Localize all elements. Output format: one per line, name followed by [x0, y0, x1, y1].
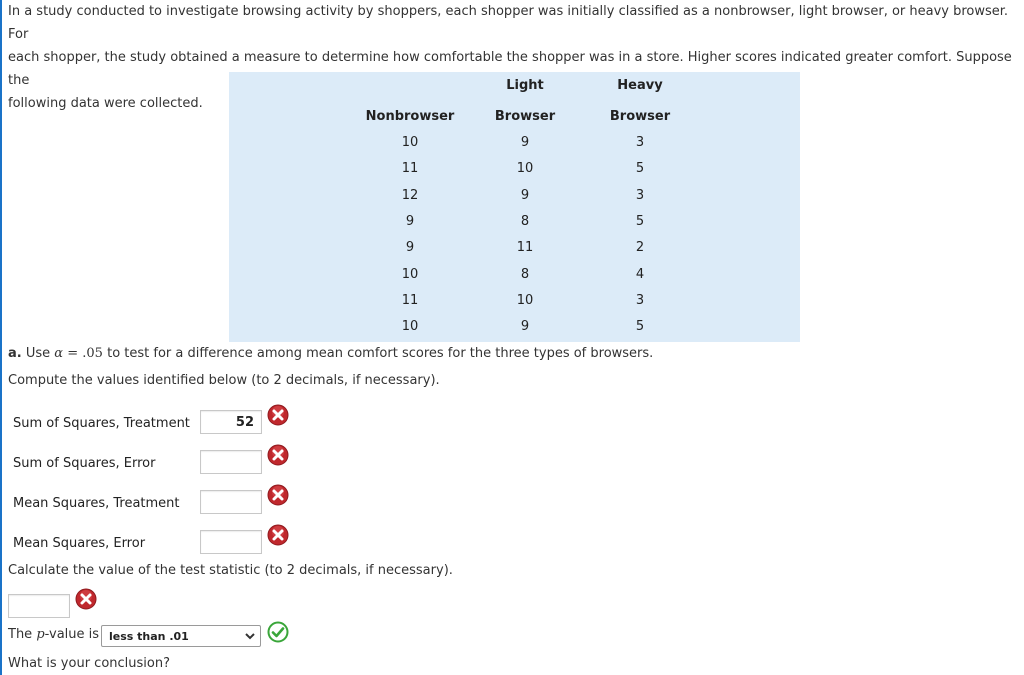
ms-error-label: Mean Squares, Error — [13, 536, 146, 551]
incorrect-icon — [267, 444, 289, 466]
table-cell-nonbrowser: 10 — [401, 319, 419, 335]
table-cell-heavy-browser: 4 — [635, 266, 645, 282]
table-cell-heavy-browser: 3 — [635, 187, 645, 203]
table-cell-nonbrowser: 11 — [401, 292, 419, 308]
table-cell-nonbrowser: 9 — [405, 240, 415, 256]
p-value-selected: less than .01 — [109, 630, 189, 643]
alpha-value: .05 — [82, 346, 103, 361]
ss-error-label: Sum of Squares, Error — [13, 456, 156, 471]
table-cell-heavy-browser: 5 — [635, 319, 645, 335]
ms-error-input[interactable] — [200, 530, 262, 554]
table-cell-heavy-browser: 3 — [635, 135, 645, 150]
table-cell-heavy-browser: 5 — [635, 213, 645, 229]
table-cell-light-browser: 11 — [516, 240, 534, 256]
table-cell-heavy-browser: 2 — [635, 240, 645, 256]
ss-treatment-input[interactable]: 52 — [200, 410, 262, 434]
table-cell-light-browser: 10 — [516, 292, 534, 308]
data-table — [229, 72, 800, 342]
incorrect-icon — [267, 524, 289, 546]
column-header-nonbrowser: Nonbrowser — [365, 109, 455, 124]
equals-sign: = — [67, 346, 79, 361]
table-cell-heavy-browser: 3 — [635, 292, 645, 308]
p-value-label — [8, 627, 99, 642]
column-header-light: Light — [506, 78, 544, 93]
table-cell-nonbrowser: 10 — [401, 135, 419, 150]
table-cell-light-browser: 9 — [520, 135, 530, 150]
ss-treatment-label: Sum of Squares, Treatment — [13, 416, 190, 431]
column-header-browser: Browser — [494, 109, 556, 124]
table-cell-light-browser: 8 — [520, 213, 530, 229]
incorrect-icon — [267, 484, 289, 506]
alpha-symbol: α — [54, 346, 64, 361]
intro-line: following data were collected. — [8, 96, 203, 111]
table-cell-heavy-browser: 5 — [635, 161, 645, 177]
table-cell-light-browser: 10 — [516, 161, 534, 177]
part-a-question — [8, 345, 653, 363]
conclusion-question: What is your conclusion? — [8, 656, 170, 671]
table-cell-nonbrowser: 9 — [405, 213, 415, 229]
table-cell-light-browser: 9 — [520, 187, 530, 203]
test-statistic-instruction: Calculate the value of the test statistic (to 2 decimals, if necessary). — [8, 563, 453, 578]
compute-instruction: Compute the values identified below (to 2 decimals, if necessary). — [8, 373, 440, 388]
column-header-browser: Browser — [609, 109, 671, 124]
ms-treatment-label: Mean Squares, Treatment — [13, 496, 180, 511]
intro-line: each shopper, the study obtained a measure to determine how comfortable the shopper was in a store. Higher scores indicated greater comfort. Suppose the — [8, 50, 1012, 88]
table-cell-nonbrowser: 12 — [401, 187, 419, 203]
correct-icon — [267, 621, 289, 643]
part-a-label: a. — [8, 346, 22, 361]
use-text: Use — [25, 346, 51, 361]
intro-line: In a study conducted to investigate browsing activity by shoppers, each shopper was initially classified as a nonbrowser, light browser, or heavy browser. For — [8, 4, 1009, 42]
table-cell-light-browser: 9 — [520, 319, 530, 335]
ss-error-input[interactable] — [200, 450, 262, 474]
p-value-suffix: -value is — [44, 627, 100, 642]
p-value-select[interactable] — [101, 625, 261, 647]
column-header-heavy: Heavy — [617, 78, 663, 93]
table-cell-nonbrowser: 11 — [401, 161, 419, 177]
p-value-prefix: The — [8, 627, 33, 642]
table-cell-light-browser: 8 — [520, 266, 530, 282]
incorrect-icon — [267, 404, 289, 426]
left-rule — [0, 0, 2, 675]
ms-treatment-input[interactable] — [200, 490, 262, 514]
chevron-down-icon — [244, 629, 256, 643]
test-statistic-input[interactable] — [8, 594, 70, 618]
part-a-rest: to test for a difference among mean comfort scores for the three types of browsers. — [107, 346, 654, 361]
p-symbol: p — [36, 627, 45, 642]
table-cell-nonbrowser: 10 — [401, 266, 419, 282]
incorrect-icon — [75, 588, 97, 610]
